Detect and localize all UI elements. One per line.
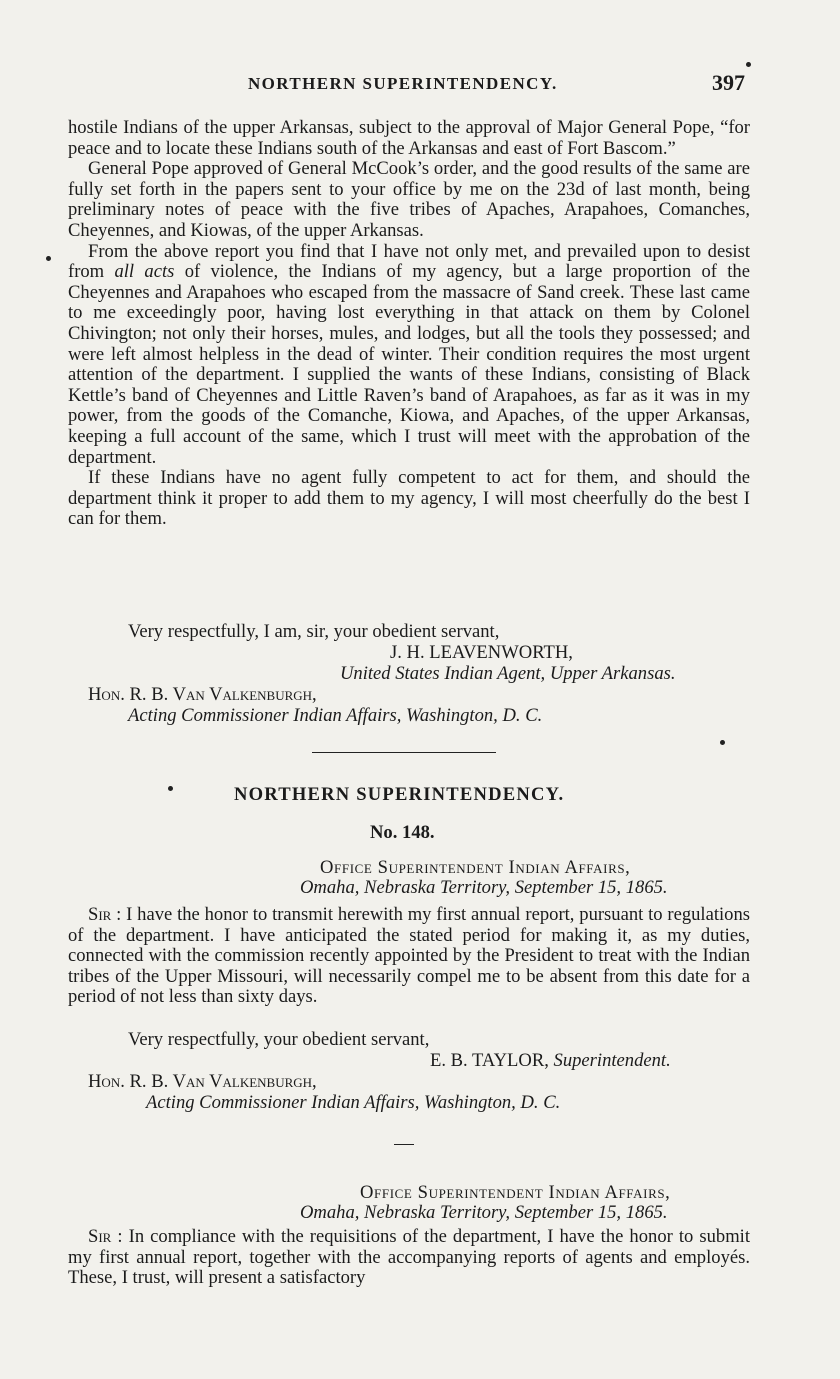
signature: E. B. TAYLOR, [430, 1050, 549, 1071]
section-heading: NORTHERN SUPERINTENDENCY. [234, 784, 565, 805]
scan-speck [720, 740, 725, 745]
page-header [0, 70, 840, 100]
document-number: No. 148. [370, 822, 435, 843]
office-heading: Office Superintendent Indian Affairs, [360, 1182, 671, 1203]
dateline: Omaha, Nebraska Territory, September 15, 1865. [300, 877, 668, 898]
signature: J. H. LEAVENWORTH, [390, 642, 573, 663]
letter-taylor-report-body [68, 1227, 750, 1289]
addressee-title: Acting Commissioner Indian Affairs, Washington, D. C. [146, 1092, 561, 1113]
addressee-title: Acting Commissioner Indian Affairs, Washington, D. C. [128, 705, 543, 726]
paragraph [68, 242, 750, 469]
letter-leavenworth-body [68, 118, 750, 530]
short-divider [394, 1144, 414, 1145]
letter-taylor-transmittal-body [68, 905, 750, 1008]
emphasis-text: all acts [114, 261, 175, 283]
running-head: NORTHERN SUPERINTENDENCY. [248, 74, 558, 93]
scan-speck [746, 62, 751, 67]
paragraph [68, 1227, 750, 1289]
paragraph-text: In compliance with the requisitions of the department, I have the honor to submit my first annual report, together with the accompanying reports of agents and employés. These, I trust, will present a satisfactory [68, 1226, 750, 1289]
paragraph-text: I have the honor to transmit herewith my first annual report, pursuant to regulations of the department. I have anticipated the stated period for making it, as my duties, connected with the commission recently appointed by the President to treat with the Indian tribes of the Upper Missouri, will necessarily compel me to be absent from this date for a period of not less than sixty days. [68, 904, 751, 1008]
addressee: Hon. R. B. Van Valkenburgh, [88, 684, 317, 705]
signature-title: Superintendent. [553, 1050, 671, 1071]
salutation: Sir : [88, 1226, 123, 1247]
dateline: Omaha, Nebraska Territory, September 15, 1865. [300, 1202, 668, 1223]
paragraph-text: From the above report you find that I have not only met, and prevailed upon to desist from [68, 240, 750, 283]
paragraph-text: of violence, the Indians of my agency, but a large proportion of the Cheyennes and Arapahoes who escaped from the massacre of Sand creek. These last came to me exceedingly poor, having lost everything in that attack on them by Colonel Chivington; not only their horses, mules, and lodges, but all the tools they possessed; and were left almost helpless in the dead of winter. Their condition requires the most urgent attention of the department. I supplied the wants of these Indians, consisting of Black Kettle’s band of Cheyennes and Little Raven’s band of Arapahoes, as far as it was in my power, from the goods of the Comanche, Kiowa, and Apaches, of the upper Arkansas, keeping a full account of the same, which I trust will meet with the approbation of the department. [68, 261, 750, 468]
paragraph: General Pope approved of General McCook’s order, and the good results of the same are fully set forth in the papers sent to your office by me on the 23d of last month, being preliminary notes of peace with the five tribes of Apaches, Arapahoes, Comanches, Cheyennes, and Kiowas, of the upper Arkansas. [68, 158, 750, 241]
signature-title: United States Indian Agent, Upper Arkansas. [340, 663, 676, 684]
section-divider [312, 752, 496, 753]
closing-line: Very respectfully, your obedient servant, [128, 1029, 430, 1050]
signature-block [430, 1050, 671, 1072]
paragraph: hostile Indians of the upper Arkansas, subject to the approval of Major General Pope, “for peace and to locate these Indians south of the Arkansas and east of Fort Bascom.” [68, 117, 750, 159]
paragraph: If these Indians have no agent fully competent to act for them, and should the department think it proper to add them to my agency, I will most cheerfully do the best I can for them. [68, 467, 750, 530]
page-number: 397 [712, 70, 745, 95]
office-heading: Office Superintendent Indian Affairs, [320, 857, 631, 878]
addressee: Hon. R. B. Van Valkenburgh, [88, 1071, 317, 1092]
paragraph [68, 905, 750, 1008]
salutation: Sir : [88, 904, 122, 925]
closing-line: Very respectfully, I am, sir, your obedient servant, [128, 621, 500, 642]
scan-speck [46, 256, 51, 261]
scan-speck [168, 786, 173, 791]
